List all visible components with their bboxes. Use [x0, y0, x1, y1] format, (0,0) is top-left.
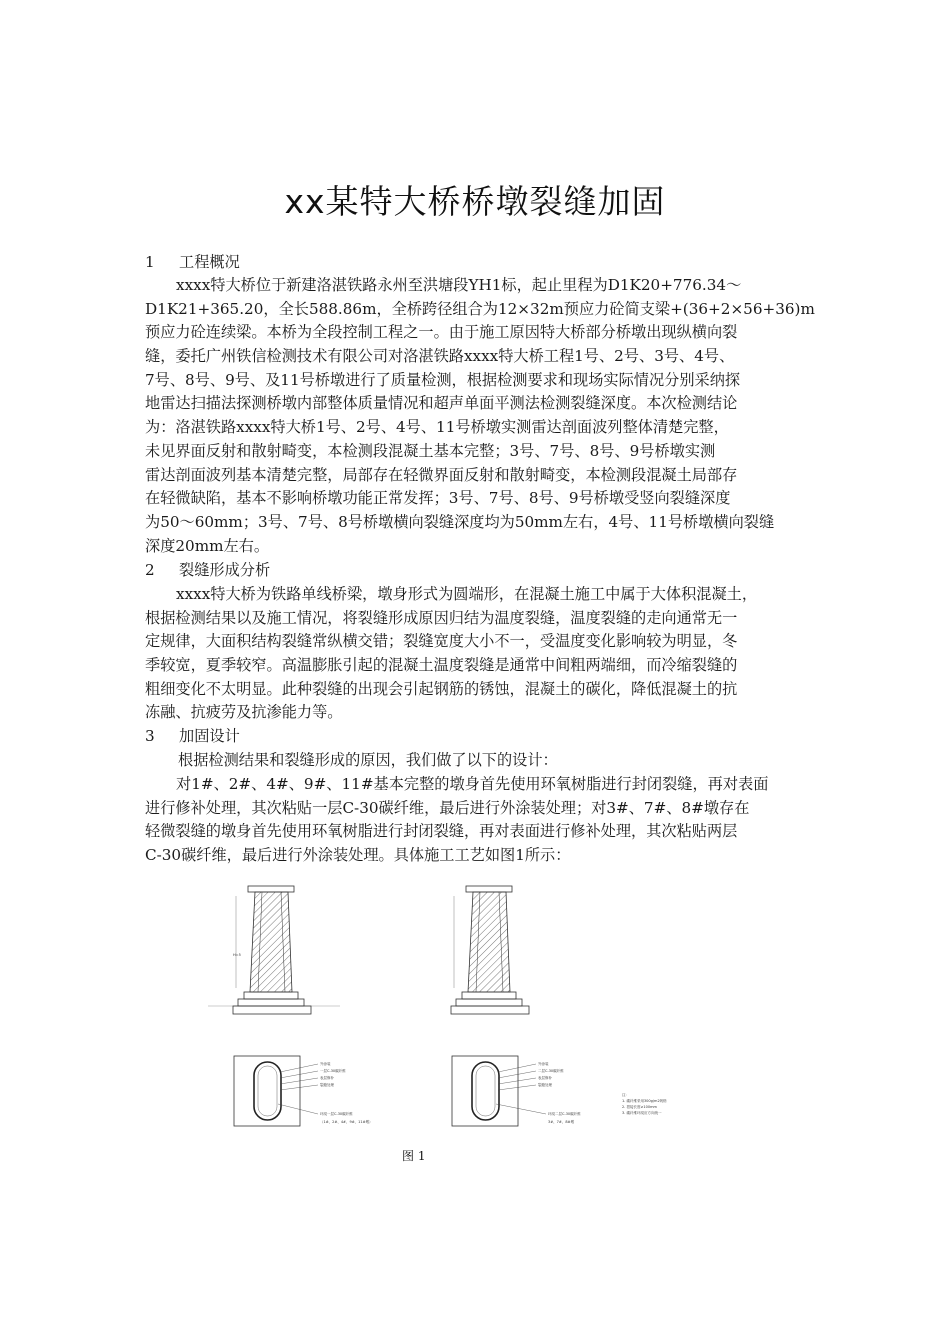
left-pier-elevation: [208, 886, 340, 1014]
section-2-title: 裂缝形成分析: [179, 561, 271, 579]
section-1-title: 工程概况: [179, 253, 240, 271]
left-label-carbon: 一层C-30碳纤维: [320, 1069, 346, 1073]
right-callout: 环绕二层C-30碳纤维: [548, 1112, 581, 1116]
paragraph-line: 定规律，大面积结构裂缝常纵横交错；裂缝宽度大小不一，受温度变化影响较为明显，冬: [145, 632, 738, 650]
note-line: 3. 碳纤维环绕应方向统一: [622, 1111, 662, 1115]
right-pier-list: 3#、7#、8#墩: [548, 1120, 574, 1124]
paragraph-line: 为：洛湛铁路xxxx特大桥1号、2号、4号、11号桥墩实测雷达剖面波列整体清楚完整，: [145, 418, 729, 436]
paragraph-line: 冻融、抗疲劳及抗渗能力等。: [145, 703, 343, 721]
paragraph-line: 未见界面反射和散射畸变，本检测段混凝土基本完整；3号、7号、8号、9号桥墩实测: [145, 442, 716, 460]
paragraph-line: D1K21+365.20，全长588.86m，全桥跨径组合为12×32m预应力砼简支梁+(36+2×56+36)m: [145, 300, 815, 318]
note-line: 1. 碳纤维采用300g/m2规格: [622, 1099, 667, 1103]
paragraph-line: 深度20mm左右。: [145, 537, 270, 555]
paragraph-line: 根据检测结果和裂缝形成的原因，我们做了以下的设计：: [178, 751, 558, 769]
right-label-repair: 表层修补: [538, 1076, 552, 1080]
left-section-view: [234, 1056, 373, 1126]
paragraph-line: 为50～60mm；3号、7号、8号桥墩横向裂缝深度均为50mm左右，4号、11号桥墩横向裂缝: [145, 513, 775, 531]
note-line: 注：: [622, 1093, 629, 1097]
section-1-number: 1: [145, 253, 155, 271]
right-label-carbon: 二层C-30碳纤维: [538, 1069, 564, 1073]
paragraph-line: xxxx特大桥位于新建洛湛铁路永州至洪塘段YH1标，起止里程为D1K20+776.34～: [176, 276, 742, 294]
section-1-heading: [145, 251, 240, 273]
right-label-coating: 外涂装: [538, 1062, 549, 1066]
section-3-heading: [145, 725, 240, 747]
figure-1-drawing: [200, 868, 720, 1138]
paragraph-line: xxxx特大桥为铁路单线桥梁，墩身形式为圆端形，在混凝土施工中属于大体积混凝土，: [176, 585, 758, 603]
paragraph-line: C-30碳纤维，最后进行外涂装处理。具体施工工艺如图1所示：: [145, 846, 571, 864]
paragraph-line: 粗细变化不太明显。此种裂缝的出现会引起钢筋的锈蚀，混凝土的碳化，降低混凝土的抗: [145, 680, 738, 698]
paragraph-line: 预应力砼连续梁。本桥为全段控制工程之一。由于施工原因特大桥部分桥墩出现纵横向裂: [145, 323, 738, 341]
section-3-title: 加固设计: [179, 727, 240, 745]
paragraph-line: 7号、8号、9号、及11号桥墩进行了质量检测，根据检测要求和现场实际情况分别采纳探: [145, 371, 741, 389]
right-label-crack: 裂缝处理: [538, 1083, 552, 1087]
figure-notes: [622, 1092, 667, 1115]
right-pier-elevation: [451, 886, 529, 1014]
left-label-coating: 外涂装: [320, 1062, 331, 1066]
paragraph-line: 地雷达扫描法探测桥墩内部整体质量情况和超声单面平测法检测裂缝深度。本次检测结论: [145, 394, 738, 412]
paragraph-line: 缝，委托广州铁信检测技术有限公司对洛湛铁路xxxx特大桥工程1号、2号、3号、4号、: [145, 347, 735, 365]
left-dimension-label: H=5: [233, 953, 241, 957]
section-2-heading: [145, 559, 270, 581]
paragraph-line: 对1#、2#、4#、9#、11#基本完整的墩身首先使用环氧树脂进行封闭裂缝，再对表面: [176, 775, 769, 793]
left-label-repair: 表层修补: [320, 1076, 334, 1080]
left-pier-list: （1#、2#、4#、9#、11#墩）: [320, 1120, 373, 1124]
paragraph-line: 季较宽，夏季较窄。高温膨胀引起的混凝土温度裂缝是通常中间粗两端细，而冷缩裂缝的: [145, 656, 738, 674]
paragraph-line: 进行修补处理，其次粘贴一层C-30碳纤维，最后进行外涂装处理；对3#、7#、8#墩存在: [145, 799, 750, 817]
left-callout: 环绕一层C-30碳纤维: [320, 1112, 353, 1116]
figure-caption: 图 1: [402, 1149, 426, 1163]
left-label-crack: 裂缝处理: [320, 1083, 334, 1087]
section-2-number: 2: [145, 561, 155, 579]
document-title: xx某特大桥桥墩裂缝加固: [284, 182, 666, 221]
paragraph-line: 根据检测结果以及施工情况，将裂缝形成原因归结为温度裂缝，温度裂缝的走向通常无一: [145, 609, 738, 627]
section-3-number: 3: [145, 727, 155, 745]
paragraph-line: 轻微裂缝的墩身首先使用环氧树脂进行封闭裂缝，再对表面进行修补处理，其次粘贴两层: [145, 822, 738, 840]
paragraph-line: 雷达剖面波列基本清楚完整，局部存在轻微界面反射和散射畸变，本检测段混凝土局部存: [145, 466, 738, 484]
note-line: 2. 搭接长度≥100mm: [622, 1105, 657, 1109]
paragraph-line: 在轻微缺陷，基本不影响桥墩功能正常发挥；3号、7号、8号、9号桥墩受竖向裂缝深度: [145, 489, 731, 507]
right-section-view: [452, 1056, 581, 1126]
